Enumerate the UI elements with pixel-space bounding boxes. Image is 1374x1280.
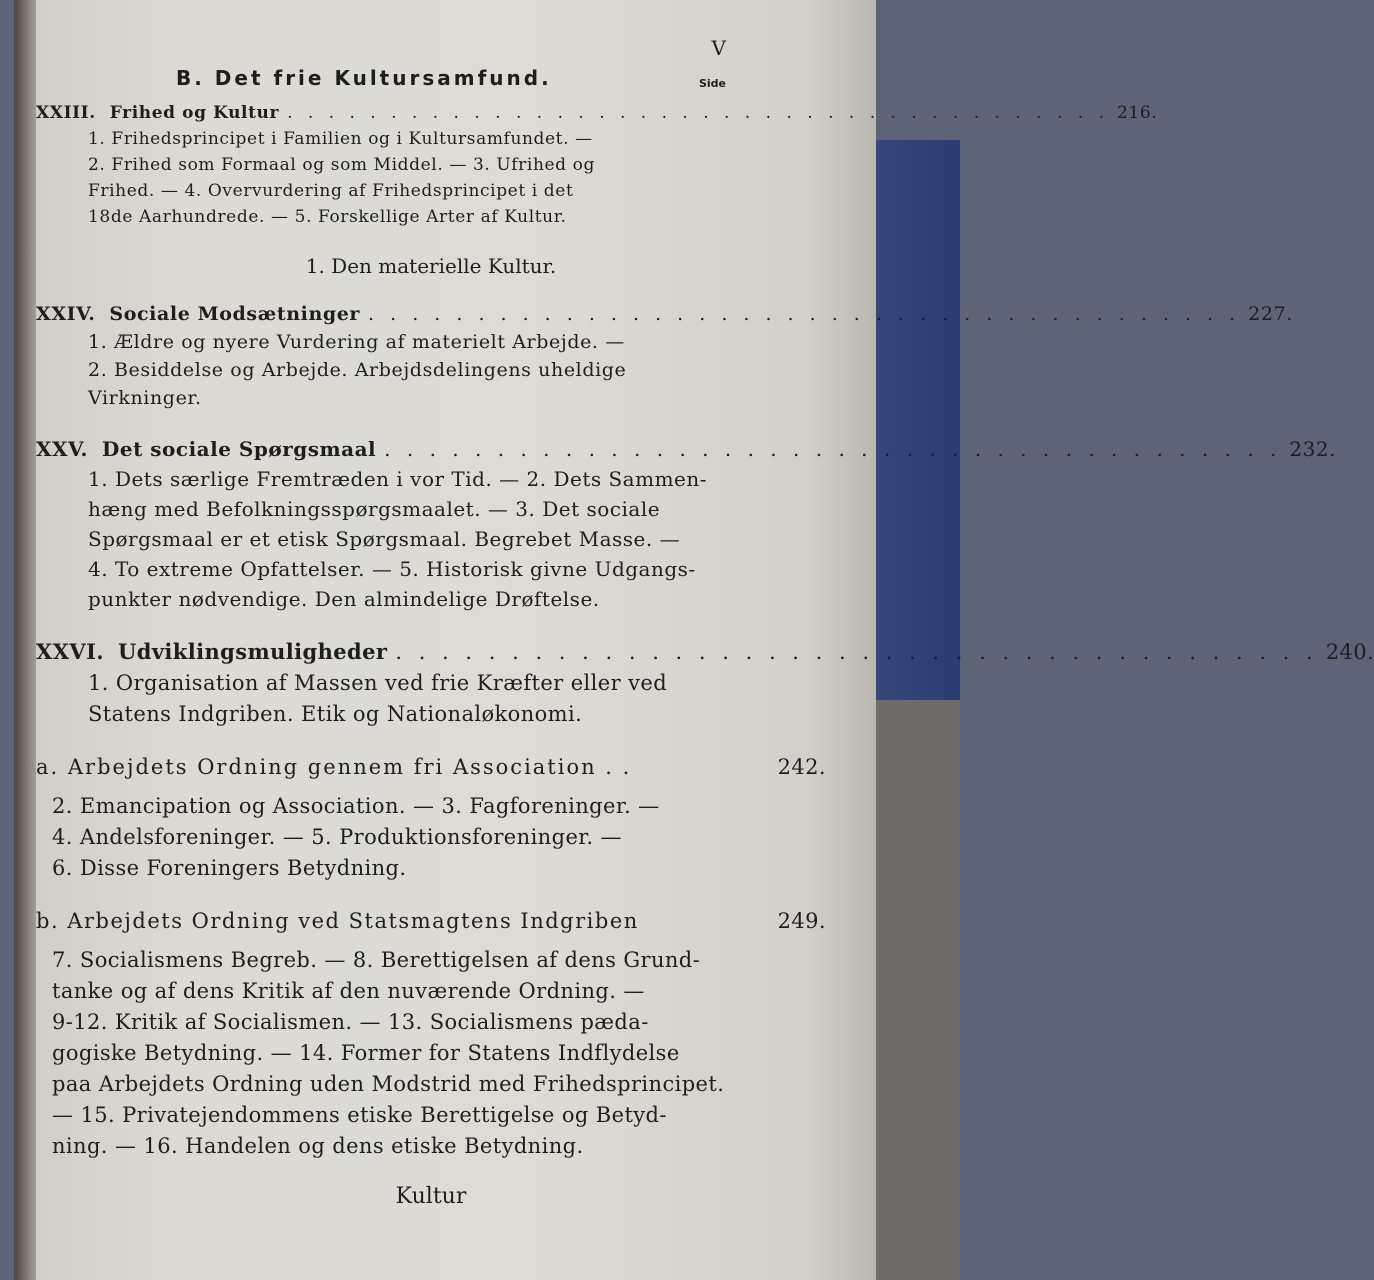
leader-dots: . . . . . . . . . . . . . . . . . . . . . . . . . . . . . . . . . . . . . . . . (395, 640, 1318, 664)
chapter-number: XXIII. (36, 103, 96, 123)
leader-dots: . . . . . . . . . . . . . . . . . . . . . . . . . . . . . . . . . . . . . . . . (368, 303, 1241, 325)
chapter-xxvi (36, 636, 1374, 730)
side-label: Side (698, 77, 726, 90)
toc-line: 4. Andelsforeninger. — 5. Produktionsforeninger. — (52, 825, 622, 849)
toc-line: 7. Socialismens Begreb. — 8. Berettigelsen af dens Grund- (52, 948, 701, 972)
section-title: B. Det frie Kultursamfund. (176, 66, 552, 90)
page-ref: 242. (777, 755, 826, 779)
toc-line: 1. Organisation af Massen ved frie Kræfter eller ved (88, 671, 668, 695)
toc-line: Spørgsmaal er et etisk Spørgsmaal. Begrebet Masse. — (88, 527, 681, 551)
part-b-heading: b. Arbejdets Ordning ved Statsmagtens Indgriben (36, 909, 639, 933)
toc-line: 18de Aarhundrede. — 5. Forskellige Arter af Kultur. (88, 207, 567, 227)
toc-line: gogiske Betydning. — 14. Former for Statens Indflydelse (52, 1041, 680, 1065)
toc-line: — 15. Privatejendommens etiske Berettigelse og Betyd- (52, 1103, 667, 1127)
chapter-xxiv (36, 300, 1293, 412)
part-a (36, 752, 826, 884)
chapter-title: Sociale Modsætninger (109, 303, 361, 325)
toc-line: 1. Frihedsprincipet i Familien og i Kultursamfundet. — (88, 129, 593, 149)
toc-line: 1. Ældre og nyere Vurdering af materielt Arbejde. — (88, 331, 625, 353)
toc-line: punkter nødvendige. Den almindelige Drøftelse. (88, 587, 600, 611)
chapter-title: Udviklingsmuligheder (118, 639, 388, 664)
chapter-number: XXV. (36, 437, 89, 461)
toc-line: 2. Besiddelse og Arbejde. Arbejdsdelingens uheldige (88, 359, 627, 381)
toc-line: 9-12. Kritik af Socialismen. — 13. Socialismens pæda- (52, 1010, 649, 1034)
chapter-title: Frihed og Kultur (109, 103, 280, 123)
toc-line: hæng med Befolkningsspørgsmaalet. — 3. Det sociale (88, 497, 661, 521)
toc-line: Frihed. — 4. Overvurdering af Frihedsprincipet i det (88, 181, 574, 201)
part-a-heading: a. Arbejdets Ordning gennem fri Association . . (36, 755, 632, 779)
toc-line: 4. To extreme Opfattelser. — 5. Historisk givne Udgangs- (88, 557, 696, 581)
toc-line: Virkninger. (88, 387, 202, 409)
leader-dots: . . . . . . . . . . . . . . . . . . . . . . . . . . . . . . . . . . . . . . . . (384, 437, 1282, 461)
page-ref: 249. (777, 909, 826, 933)
toc-line: 1. Dets særlige Fremtræden i vor Tid. — 2. Dets Sammen- (88, 467, 708, 491)
book-spine (14, 0, 36, 1280)
chapter-xxv (36, 434, 1336, 614)
footer-fragment: Kultur (395, 1184, 467, 1209)
chapter-title: Det sociale Spørgsmaal (102, 437, 377, 461)
table-of-contents (36, 0, 1374, 1219)
toc-line: paa Arbejdets Ordning uden Modstrid med Frihedsprincipet. (52, 1072, 725, 1096)
chapter-xxiii (36, 100, 1158, 230)
toc-line: 2. Emancipation og Association. — 3. Fagforeninger. — (52, 794, 660, 818)
page-ref: 216. (1116, 103, 1158, 123)
page-number: V (711, 36, 726, 60)
part-b (36, 906, 826, 1162)
toc-line: 6. Disse Foreningers Betydning. (52, 856, 407, 880)
toc-line: tanke og af dens Kritik af den nuværende Ordning. — (52, 979, 645, 1003)
toc-line: 2. Frihed som Formaal og som Middel. — 3. Ufrihed og (88, 155, 595, 175)
page-ref: 240. (1325, 640, 1374, 664)
toc-line: ning. — 16. Handelen og dens etiske Betydning. (52, 1134, 584, 1158)
subsection-heading: 1. Den materielle Kultur. (305, 254, 557, 278)
leader-dots: . . . . . . . . . . . . . . . . . . . . . . . . . . . . . . . . . . . . . . . . (287, 103, 1109, 123)
page-ref: 227. (1248, 303, 1293, 325)
page-ref: 232. (1289, 437, 1336, 461)
chapter-number: XXIV. (36, 303, 96, 325)
chapter-number: XXVI. (36, 639, 105, 664)
toc-line: Statens Indgriben. Etik og Nationaløkonomi. (88, 702, 583, 726)
